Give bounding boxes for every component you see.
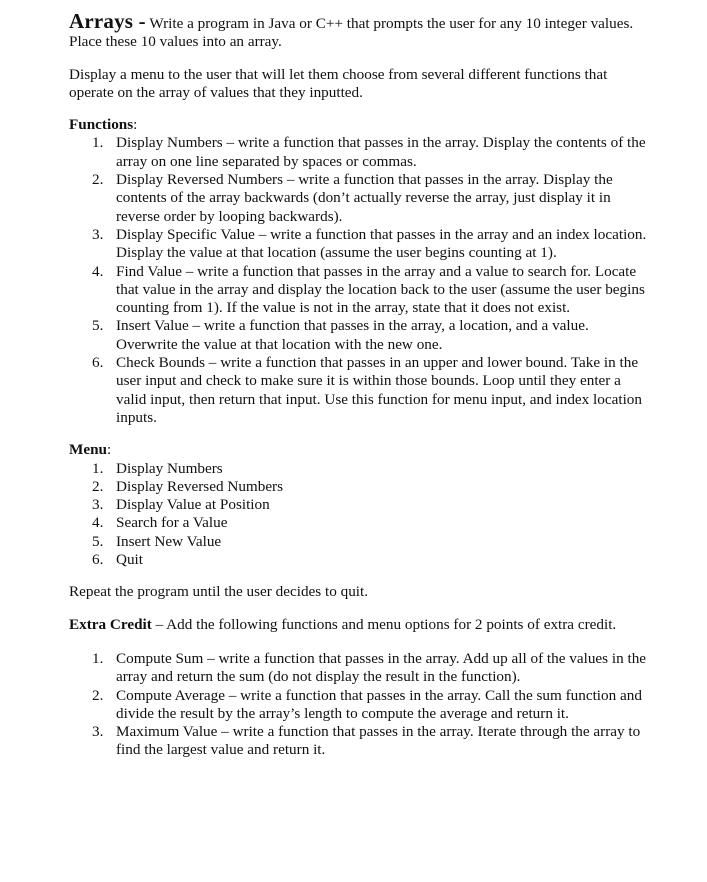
- list-item: [69, 263, 647, 318]
- list-item: [69, 551, 647, 569]
- list-item-text: Check Bounds – write a function that passes in an upper and lower bound. Take in the user input and check to make sure it is within those bounds. Loop until they enter a valid input, then return that input. Use this function for menu input, and index location inputs.: [116, 354, 642, 426]
- list-item-number: 3.: [92, 723, 104, 741]
- list-item-text: Insert New Value: [116, 532, 222, 550]
- list-item: [69, 723, 647, 760]
- list-item-text: Display Value at Position: [116, 496, 270, 514]
- list-item: [69, 533, 647, 551]
- intro-paragraph: Display a menu to the user that will let them choose from several different functions that operate on the array of values that they inputted.: [69, 65, 608, 101]
- list-item-number: 2.: [92, 171, 104, 189]
- list-item-text: Display Numbers: [116, 459, 223, 477]
- list-item-number: 6.: [92, 551, 104, 569]
- extra-credit-paragraph: [69, 616, 647, 634]
- list-item-text: Search for a Value: [116, 514, 228, 532]
- list-item-text: Find Value – write a function that passes in the array and a value to search for. Locate that value in the array and display the location back to the user (assume the user begins counting from 1). If the value is not in the array, state that it does not exist.: [116, 262, 645, 317]
- list-item: [69, 514, 647, 532]
- list-item-number: 1.: [92, 649, 104, 667]
- list-item-text: Insert Value – write a function that passes in the array, a location, and a value. Overwrite the value at that location with the new one.: [116, 317, 589, 353]
- functions-heading: [69, 116, 647, 134]
- list-item-number: 1.: [92, 134, 104, 152]
- menu-heading: [69, 441, 647, 459]
- list-item-text: Display Specific Value – write a function that passes in the array and an index location. Display the value at that location (assume the user begins counting at 1).: [116, 225, 647, 262]
- menu-list: [69, 460, 647, 570]
- list-item-text: Display Reversed Numbers – write a function that passes in the array. Display the contents of the array backwards (don’t actually reverse the array, just display it in reverse order by looping backwards).: [116, 171, 613, 225]
- menu-heading-colon: :: [106, 441, 112, 459]
- list-item-number: 5.: [92, 317, 104, 335]
- title-paragraph: [69, 9, 647, 52]
- list-item-number: 5.: [92, 532, 104, 550]
- functions-heading-label: Functions: [69, 116, 134, 134]
- menu-heading-label: Menu: [69, 441, 107, 459]
- list-item-number: 3.: [92, 225, 104, 243]
- list-item-text: Compute Sum – write a function that passes in the array. Add up all of the values in the array and return the sum (do not display the result in the function).: [116, 649, 647, 686]
- extra-credit-heading: Extra Credit: [69, 615, 152, 633]
- functions-heading-colon: :: [133, 116, 138, 134]
- extra-credit-text: – Add the following functions and menu options for 2 points of extra credit.: [151, 615, 617, 633]
- title-description: Write a program in Java or C++ that prompts the user for any 10 integer values. Place these 10 values into an array.: [69, 15, 634, 51]
- list-item-text: Compute Average – write a function that passes in the array. Call the sum function and divide the result by the array’s length to compute the average and return it.: [116, 686, 642, 722]
- list-item: [69, 650, 647, 687]
- list-item-number: 2.: [92, 686, 104, 704]
- list-item-number: 4.: [92, 262, 104, 280]
- list-item-text: Display Reversed Numbers: [116, 477, 284, 495]
- list-item: [69, 687, 647, 724]
- list-item-text: Display Numbers – write a function that passes in the array. Display the contents of the array on one line separated by spaces or commas.: [116, 134, 646, 170]
- list-item: [69, 226, 647, 263]
- list-item: [69, 478, 647, 496]
- list-item-number: 2.: [92, 477, 104, 495]
- functions-list: [69, 134, 647, 427]
- list-item: [69, 134, 647, 171]
- extra-credit-list: [69, 650, 647, 760]
- repeat-paragraph: Repeat the program until the user decides to quit.: [69, 583, 369, 601]
- list-item: [69, 317, 647, 354]
- list-item: [69, 354, 647, 427]
- list-item: [69, 496, 647, 514]
- list-item: [69, 171, 647, 226]
- list-item: [69, 460, 647, 478]
- list-item-number: 4.: [92, 514, 104, 532]
- list-item-number: 1.: [92, 459, 104, 477]
- list-item-text: Quit: [116, 551, 144, 569]
- list-item-text: Maximum Value – write a function that passes in the array. Iterate through the array to find the largest value and return it.: [116, 723, 641, 759]
- document-title: Arrays -: [69, 9, 146, 33]
- list-item-number: 6.: [92, 354, 104, 372]
- list-item-number: 3.: [92, 496, 104, 514]
